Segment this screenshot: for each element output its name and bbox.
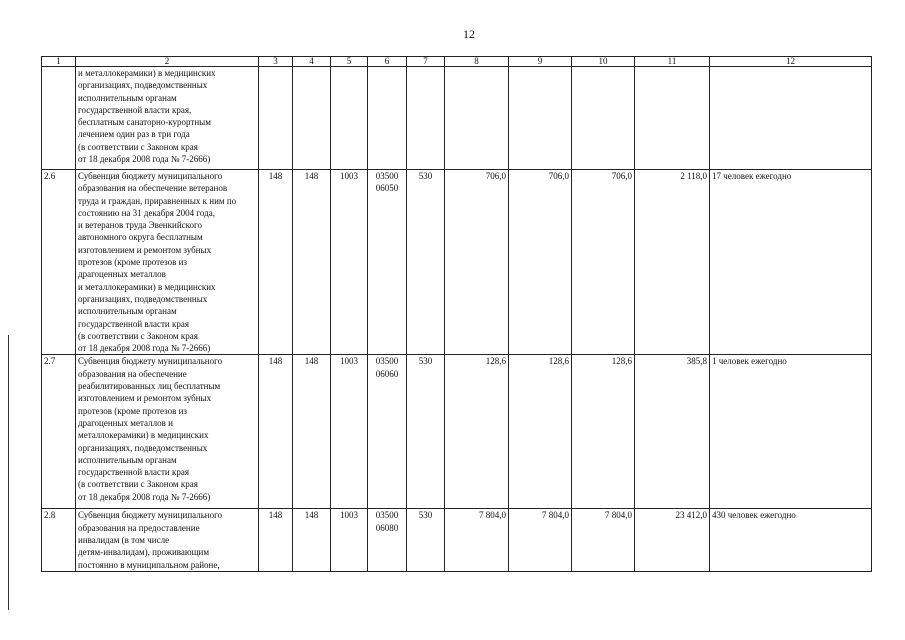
budget-table <box>41 56 872 572</box>
header-cell: 4 <box>293 57 331 67</box>
amount-year3-cell: 706,0 <box>572 170 635 355</box>
page-number: 12 <box>463 27 475 41</box>
description-line: драгоценных металлов <box>78 269 166 280</box>
header-cell: 8 <box>445 57 509 67</box>
description-line: изготовлением и ремонтом зубных <box>78 244 212 255</box>
header-cell: 5 <box>331 57 368 67</box>
section-code-cell: 1003 <box>331 170 368 355</box>
description-line: организациях, подведомственных <box>78 80 208 91</box>
description-cell <box>76 170 259 355</box>
description-line: организациях, подведомственных <box>78 442 208 453</box>
description-line: инвалидам (в том числе <box>78 535 170 546</box>
expected-result-cell: 430 человек ежегодно <box>710 509 872 571</box>
description-line: образования на обеспечение <box>78 368 187 379</box>
amount-year2-cell: 7 804,0 <box>509 509 572 571</box>
admin-code-cell: 148 <box>293 509 331 571</box>
description-line: исполнительным органам <box>78 92 177 103</box>
expected-result-cell <box>710 67 872 170</box>
amount-total-cell: 385,8 <box>635 355 710 509</box>
section-code-cell: 1003 <box>331 509 368 571</box>
admin-code-cell <box>293 67 331 170</box>
row-number-cell <box>42 67 76 170</box>
description-line: (в соответствии с Законом края <box>78 479 198 490</box>
description-line: (в соответствии с Законом края <box>78 141 198 152</box>
target-code-cell <box>368 170 407 355</box>
description-line: изготовлением и ремонтом зубных <box>78 393 212 404</box>
description-line: исполнительным органам <box>78 454 177 465</box>
amount-year3-cell: 128,6 <box>572 355 635 509</box>
description-line: реабилитированных лиц бесплатным <box>78 381 221 392</box>
description-line: протезов (кроме протезов из <box>78 257 187 268</box>
target-code-line: 03500 <box>375 510 399 521</box>
header-cell: 12 <box>710 57 872 67</box>
description-line: протезов (кроме протезов из <box>78 405 187 416</box>
description-line: и металлокерамики) в медицинских <box>78 68 216 78</box>
section-code-cell <box>331 67 368 170</box>
header-cell: 6 <box>368 57 407 67</box>
header-cell: 9 <box>509 57 572 67</box>
amount-total-cell <box>635 67 710 170</box>
amount-year2-cell: 128,6 <box>509 355 572 509</box>
margin-line <box>8 335 9 610</box>
amount-year3-cell <box>572 67 635 170</box>
amount-year2-cell: 706,0 <box>509 170 572 355</box>
admin-code-cell: 148 <box>293 170 331 355</box>
expense-type-cell: 530 <box>407 509 445 571</box>
target-code-line: 06050 <box>375 183 399 194</box>
description-line: от 18 декабря 2008 года № 7-2666) <box>78 343 211 354</box>
description-line: исполнительным органам <box>78 306 177 317</box>
description-line: металлокерамики) в медицинских <box>78 430 209 441</box>
section-code-cell: 1003 <box>331 355 368 509</box>
description-line: труда и граждан, приравненных к ним по <box>78 195 237 206</box>
amount-year1-cell: 706,0 <box>445 170 509 355</box>
admin-code-cell: 148 <box>293 355 331 509</box>
table-header-row <box>42 57 872 67</box>
row-number-cell: 2.8 <box>42 509 76 571</box>
header-cell: 7 <box>407 57 445 67</box>
expense-type-cell <box>407 67 445 170</box>
header-cell: 1 <box>42 57 76 67</box>
description-line: детям-инвалидам), проживающим <box>78 547 210 558</box>
table-row <box>42 67 872 170</box>
description-line: от 18 декабря 2008 года № 7-2666) <box>78 491 211 502</box>
description-line: драгоценных металлов и <box>78 417 173 428</box>
target-code-line: 03500 <box>375 171 399 181</box>
amount-year2-cell <box>509 67 572 170</box>
description-cell <box>76 509 259 571</box>
amount-year3-cell: 7 804,0 <box>572 509 635 571</box>
description-line: и ветеранов труда Эвенкийского <box>78 220 203 231</box>
table-row <box>42 509 872 571</box>
chapter-code-cell <box>259 67 293 170</box>
header-cell: 10 <box>572 57 635 67</box>
chapter-code-cell: 148 <box>259 170 293 355</box>
description-line: лечением один раз в три года <box>78 129 190 140</box>
header-cell: 11 <box>635 57 710 67</box>
amount-year1-cell <box>445 67 509 170</box>
expected-result-cell: 1 человек ежегодно <box>710 355 872 509</box>
target-code-cell <box>368 509 407 571</box>
expected-result-cell: 17 человек ежегодно <box>710 170 872 355</box>
row-number-cell: 2.6 <box>42 170 76 355</box>
description-line: образования на обеспечение ветеранов <box>78 183 228 194</box>
expense-type-cell: 530 <box>407 355 445 509</box>
chapter-code-cell: 148 <box>259 355 293 509</box>
target-code-line: 06080 <box>375 522 399 533</box>
target-code-line: 06060 <box>375 368 399 379</box>
target-code-cell <box>368 67 407 170</box>
description-line: Субвенция бюджету муниципального <box>78 356 223 367</box>
amount-year1-cell: 128,6 <box>445 355 509 509</box>
amount-total-cell: 23 412,0 <box>635 509 710 571</box>
description-line: государственной власти края <box>78 467 190 478</box>
chapter-code-cell: 148 <box>259 509 293 571</box>
target-code-cell <box>368 355 407 509</box>
description-line: бесплатным санаторно-курортным <box>78 117 211 128</box>
description-cell <box>76 355 259 509</box>
description-line: Субвенция бюджету муниципального <box>78 510 223 521</box>
row-number-cell: 2.7 <box>42 355 76 509</box>
description-line: государственной власти края, <box>78 104 192 115</box>
target-code-line: 03500 <box>375 356 399 367</box>
description-line: от 18 декабря 2008 года № 7-2666) <box>78 154 211 165</box>
description-line: и металлокерамики) в медицинских <box>78 281 216 292</box>
table-row <box>42 355 872 509</box>
description-cell <box>76 67 259 170</box>
description-line: государственной власти края <box>78 318 190 329</box>
header-cell: 3 <box>259 57 293 67</box>
description-line: постоянно в муниципальном районе, <box>78 559 220 570</box>
amount-year1-cell: 7 804,0 <box>445 509 509 571</box>
description-line: автономного округа бесплатным <box>78 232 203 243</box>
description-line: (в соответствии с Законом края <box>78 330 198 341</box>
description-line: состоянию на 31 декабря 2004 года, <box>78 207 215 218</box>
description-line: Субвенция бюджету муниципального <box>78 171 223 181</box>
expense-type-cell: 530 <box>407 170 445 355</box>
header-cell: 2 <box>76 57 259 67</box>
amount-total-cell: 2 118,0 <box>635 170 710 355</box>
description-line: организациях, подведомственных <box>78 293 208 304</box>
table-row <box>42 170 872 355</box>
description-line: образования на предоставление <box>78 522 200 533</box>
